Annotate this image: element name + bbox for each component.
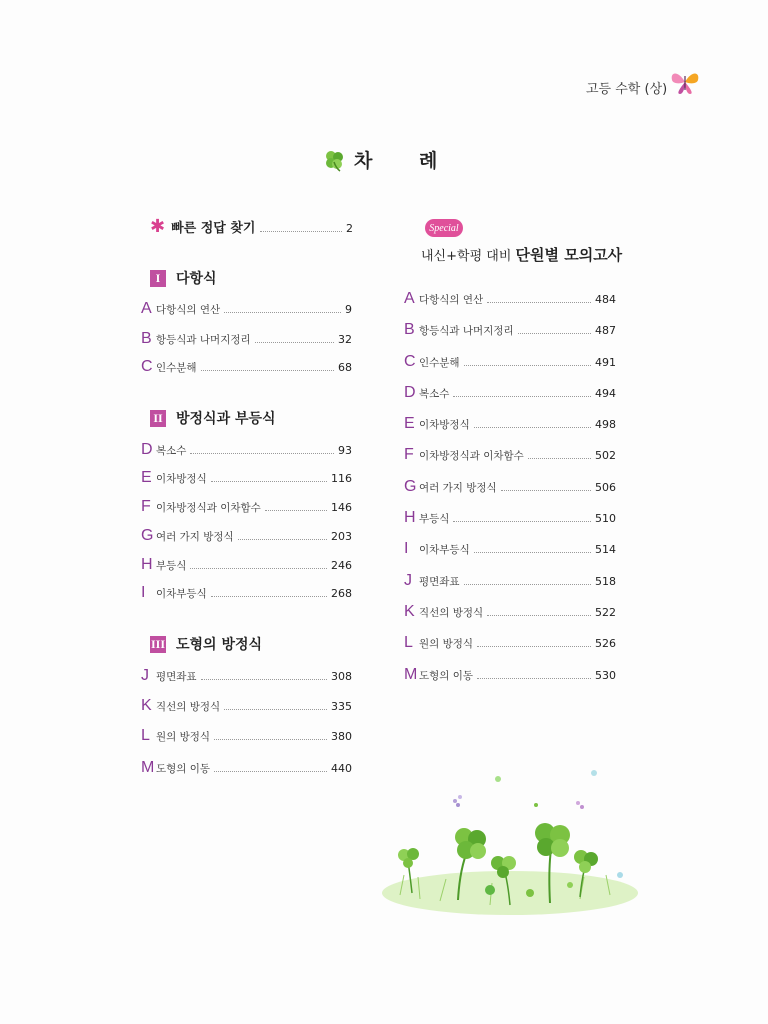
leader-dots	[211, 481, 327, 482]
toc-entry[interactable]	[404, 509, 616, 527]
leader-dots	[224, 312, 341, 313]
toc-entry[interactable]	[404, 478, 616, 496]
leader-dots	[255, 342, 334, 343]
chapter-heading-2	[150, 408, 276, 428]
section-letter: J	[404, 572, 412, 589]
page-number: 116	[331, 472, 352, 485]
section-letter: M	[141, 759, 155, 776]
leader-dots	[238, 539, 327, 540]
section-letter: L	[141, 727, 150, 744]
section-title: 인수분해	[156, 362, 197, 374]
toc-entry[interactable]	[141, 469, 352, 487]
page-number: 506	[595, 481, 616, 494]
toc-entry[interactable]	[141, 300, 352, 318]
toc-entry[interactable]	[141, 697, 352, 715]
section-title: 다항식의 연산	[156, 304, 221, 316]
section-letter: K	[141, 697, 152, 714]
leader-dots	[214, 739, 327, 740]
section-title: 직선의 방정식	[419, 607, 484, 619]
section-title: 이차방정식	[156, 473, 207, 485]
toc-entry[interactable]	[141, 759, 352, 777]
page-number: 491	[595, 356, 616, 369]
section-letter: D	[141, 441, 153, 458]
section-title: 인수분해	[419, 357, 460, 369]
section-letter: G	[404, 478, 417, 495]
chapter-heading-3	[150, 634, 262, 654]
section-title: 부등식	[419, 513, 450, 525]
chapter-title: 도형의 방정식	[176, 637, 263, 653]
butterfly-icon	[668, 66, 702, 98]
page-number: 518	[595, 575, 616, 588]
section-title: 이차방정식과 이차함수	[419, 450, 524, 462]
special-title-main: 단원별 모의고사	[515, 246, 623, 264]
chapter-title: 방정식과 부등식	[176, 411, 276, 427]
toc-entry[interactable]	[404, 540, 616, 558]
chapter-title: 다항식	[176, 271, 217, 287]
section-letter: F	[141, 498, 151, 515]
section-title: 도형의 이동	[156, 763, 211, 775]
page-number: 335	[331, 700, 352, 713]
page-number: 514	[595, 543, 616, 556]
toc-entry[interactable]	[404, 634, 616, 652]
page-number: 510	[595, 512, 616, 525]
leader-dots	[528, 458, 591, 459]
leader-dots	[464, 365, 591, 366]
clover-icon	[322, 148, 346, 172]
page-number: 93	[338, 444, 352, 457]
chapter-heading-1	[150, 268, 217, 288]
leader-dots	[477, 678, 591, 679]
section-title: 복소수	[419, 388, 450, 400]
toc-entry[interactable]	[404, 572, 616, 590]
toc-entry[interactable]	[141, 584, 352, 602]
section-letter: F	[404, 446, 414, 463]
section-letter: E	[404, 415, 415, 432]
page-number: 203	[331, 530, 352, 543]
clover-field-illustration	[380, 765, 640, 925]
leader-dots	[453, 396, 591, 397]
leader-dots	[518, 333, 591, 334]
section-letter: L	[404, 634, 413, 651]
toc-entry[interactable]	[141, 441, 352, 459]
leader-dots	[453, 521, 591, 522]
quick-answers-entry[interactable]	[150, 216, 353, 237]
toc-entry[interactable]	[404, 384, 616, 402]
section-letter: J	[141, 667, 149, 684]
section-title: 부등식	[156, 560, 187, 572]
section-title: 원의 방정식	[156, 731, 211, 743]
chapter-number-badge: I	[150, 270, 166, 287]
section-letter: G	[141, 527, 154, 544]
book-title-label: 고등 수학 (상)	[586, 82, 668, 97]
toc-entry[interactable]	[141, 498, 352, 516]
section-title: 다항식의 연산	[419, 294, 484, 306]
leader-dots	[190, 453, 334, 454]
page-number: 246	[331, 559, 352, 572]
section-title: 항등식과 나머지정리	[419, 325, 514, 337]
leader-dots	[474, 427, 591, 428]
section-title: 이차방정식	[419, 419, 470, 431]
toc-entry[interactable]	[404, 603, 616, 621]
page-number: 526	[595, 637, 616, 650]
leader-dots	[224, 709, 327, 710]
section-title: 복소수	[156, 445, 187, 457]
section-title: 여러 가지 방정식	[419, 482, 497, 494]
section-letter: M	[404, 666, 418, 683]
leader-dots	[477, 646, 591, 647]
page-number: 440	[331, 762, 352, 775]
page-number: 308	[331, 670, 352, 683]
section-letter: B	[141, 330, 152, 347]
section-letter: B	[404, 321, 415, 338]
section-letter: A	[141, 300, 152, 317]
page-number: 32	[338, 333, 352, 346]
leader-dots	[190, 568, 327, 569]
section-title: 여러 가지 방정식	[156, 531, 234, 543]
toc-entry[interactable]	[404, 353, 616, 371]
toc-entry[interactable]	[404, 290, 616, 308]
leader-dots	[487, 615, 591, 616]
section-title: 직선의 방정식	[156, 701, 221, 713]
section-letter: I	[141, 584, 146, 601]
section-title: 이차방정식과 이차함수	[156, 502, 261, 514]
section-title: 도형의 이동	[419, 670, 474, 682]
leader-dots	[474, 552, 591, 553]
page-number: 530	[595, 669, 616, 682]
toc-entry[interactable]	[141, 358, 352, 376]
toc-entry[interactable]	[404, 415, 616, 433]
section-letter: K	[404, 603, 415, 620]
chapter-number-badge: III	[150, 636, 165, 651]
special-title-prefix: 내신+학평 대비	[421, 249, 512, 264]
section-letter: I	[404, 540, 409, 557]
quick-answers-page: 2	[346, 222, 353, 235]
leader-dots	[501, 490, 591, 491]
leader-dots	[214, 771, 327, 772]
toc-entry[interactable]	[141, 330, 352, 348]
quick-answers-label: 빠른 정답 찾기	[171, 221, 256, 236]
page-number: 380	[331, 730, 352, 743]
section-letter: C	[404, 353, 416, 370]
page-number: 502	[595, 449, 616, 462]
page-number: 484	[595, 293, 616, 306]
page-number: 522	[595, 606, 616, 619]
page-number: 146	[331, 501, 352, 514]
toc-entry[interactable]	[404, 666, 616, 684]
toc-entry[interactable]	[404, 446, 616, 464]
toc-title: 차 례	[354, 150, 458, 172]
section-letter: H	[141, 556, 153, 573]
section-letter: A	[404, 290, 415, 307]
page-number: 494	[595, 387, 616, 400]
page-number: 487	[595, 324, 616, 337]
toc-entry[interactable]	[141, 556, 352, 574]
leader-dots	[201, 370, 334, 371]
page-number: 68	[338, 361, 352, 374]
toc-entry[interactable]	[141, 727, 352, 745]
leader-dots	[211, 596, 327, 597]
section-title: 항등식과 나머지정리	[156, 334, 251, 346]
asterisk-icon: ✱	[150, 216, 166, 237]
section-title: 이차부등식	[419, 544, 470, 556]
page-number: 268	[331, 587, 352, 600]
special-badge: Special	[425, 219, 463, 237]
leader-dots	[487, 302, 591, 303]
page-number: 498	[595, 418, 616, 431]
section-letter: C	[141, 358, 153, 375]
section-letter: H	[404, 509, 416, 526]
section-letter: D	[404, 384, 416, 401]
page-title	[322, 146, 457, 173]
section-title: 이차부등식	[156, 588, 207, 600]
leader-dots	[265, 510, 327, 511]
toc-entry[interactable]	[404, 321, 616, 339]
section-title: 원의 방정식	[419, 638, 474, 650]
special-title	[421, 244, 622, 265]
leader-dots	[201, 679, 327, 680]
chapter-number-badge: II	[150, 410, 166, 427]
toc-entry[interactable]	[141, 527, 352, 545]
leader-dots	[464, 584, 591, 585]
section-letter: E	[141, 469, 152, 486]
page-number: 9	[345, 303, 352, 316]
section-title: 평면좌표	[419, 576, 460, 588]
section-title: 평면좌표	[156, 671, 197, 683]
toc-entry[interactable]	[141, 667, 352, 685]
leader-dots	[260, 231, 343, 232]
